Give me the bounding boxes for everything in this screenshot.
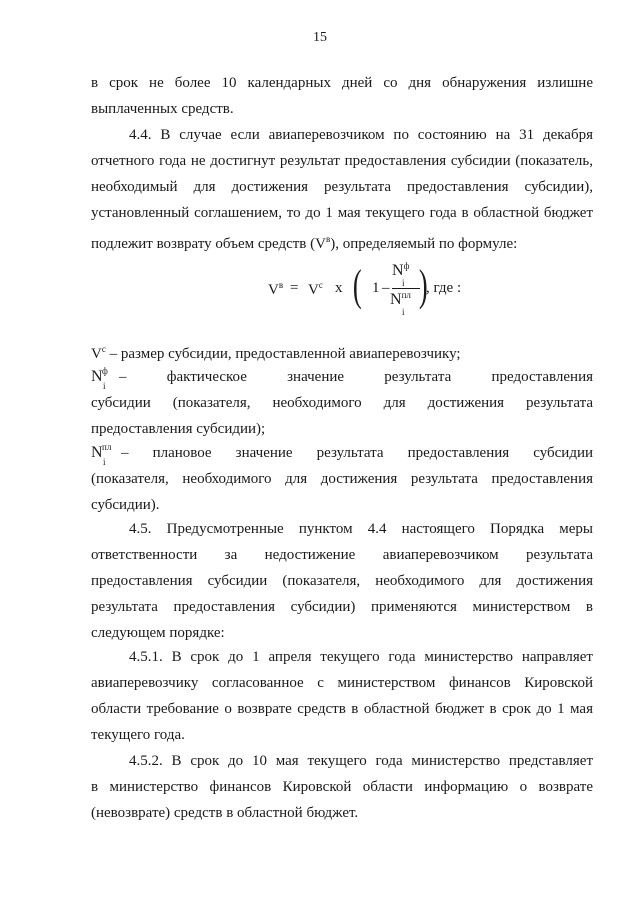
text-line: установленный соглашением, то до 1 мая текущего года в областной бюджет [91, 205, 593, 221]
numerator-subscript: i [402, 278, 405, 288]
text-line: (показателя, необходимого для достижения результата предоставления [91, 471, 593, 487]
text-line: текущего года. [91, 727, 185, 743]
formula-symbol: N [392, 262, 404, 279]
formula-tail: , где : [426, 280, 462, 296]
text-line: предоставления субсидии (показателя, необходимого для достижения [91, 573, 593, 589]
text-line: 4.4. В случае если авиаперевозчиком по состоянию на 31 декабря [129, 127, 593, 143]
subscript: i [103, 381, 106, 391]
text-line: 4.5.1. В срок до 1 апреля текущего года министерство направляет [129, 649, 593, 665]
formula-symbol: N [91, 444, 103, 461]
right-parenthesis: ) [418, 261, 428, 310]
page-number: 15 [313, 30, 327, 45]
superscript: в [278, 280, 284, 290]
text-line: области требование о возврате средств в областной бюджет в срок до 1 мая [91, 701, 593, 717]
text-line: результата предоставления субсидии) применяются министерством в [91, 599, 593, 615]
definition-vc [91, 336, 593, 367]
left-parenthesis: ( [352, 261, 362, 310]
superscript: с [318, 280, 323, 290]
text-line: выплаченных средств. [91, 101, 234, 117]
text-line: в министерство финансов Кировской области информацию о возврате [91, 779, 593, 795]
superscript: ф [102, 366, 108, 376]
text-line [91, 364, 593, 390]
text-line: авиаперевозчику согласованное с министерством финансов Кировской [91, 675, 593, 691]
definition-symbol [91, 440, 121, 466]
text-line: (невозврате) средств в областной бюджет. [91, 805, 359, 821]
fraction-bar [392, 288, 420, 289]
formula-one: 1 [372, 280, 380, 296]
definition-text: – фактическое значение результата предоставления [119, 369, 593, 385]
text-line: субсидии). [91, 497, 160, 513]
text-line: 4.5. Предусмотренные пунктом 4.4 настоящего Порядка меры [129, 521, 593, 537]
definition-text: – размер субсидии, предоставленной авиаперевозчику; [105, 346, 461, 362]
text-line [91, 226, 593, 257]
superscript: пл [102, 442, 112, 452]
formula-denominator [390, 290, 411, 309]
definition-npl [91, 440, 593, 518]
definition-text: – плановое значение результата предоставления субсидии [121, 445, 593, 461]
formula-vc [308, 280, 323, 299]
formula-lhs [268, 280, 283, 299]
formula-symbol: V [308, 282, 319, 298]
text-line: ответственности за недостижение авиаперевозчиком результата [91, 547, 593, 563]
formula-equals: = [290, 280, 299, 296]
text-fragment: подлежит возврату объем средств (V [91, 236, 326, 252]
text-line: необходимый для достижения результата предоставления субсидии), [91, 179, 593, 195]
formula-minus: – [382, 280, 390, 296]
paragraph-4-5 [91, 516, 593, 646]
superscript: ф [403, 261, 410, 271]
formula-symbol: N [91, 368, 103, 385]
formula-numerator [392, 261, 409, 280]
text-line [91, 336, 593, 367]
paragraph-4-5-1 [91, 644, 593, 748]
superscript: пл [401, 290, 411, 300]
paragraph-4-4 [91, 122, 593, 257]
paragraph-4-5-2 [91, 748, 593, 826]
denominator-subscript: i [402, 307, 405, 317]
definition-nf [91, 364, 593, 442]
text-line: предоставления субсидии); [91, 421, 266, 437]
text-line: субсидии (показателя, необходимого для достижения результата [91, 395, 593, 411]
formula-symbol: V [268, 282, 279, 298]
paragraph-continuation [91, 70, 593, 122]
text-line: 4.5.2. В срок до 10 мая текущего года министерство представляет [129, 753, 593, 769]
text-fragment: ), определяемый по формуле: [330, 236, 518, 252]
text-line: следующем порядке: [91, 625, 225, 641]
definition-symbol: V [91, 346, 102, 362]
formula-symbol: N [390, 291, 402, 308]
subscript: i [103, 457, 106, 467]
definition-symbol [91, 364, 119, 390]
text-line: в срок не более 10 календарных дней со дня обнаружения излишне [91, 75, 593, 91]
formula-times: x [335, 280, 343, 296]
text-line: отчетного года не достигнут результат предоставления субсидии (показатель, [91, 153, 593, 169]
superscript: с [101, 344, 106, 354]
text-line [91, 440, 593, 466]
superscript: в [325, 234, 331, 244]
